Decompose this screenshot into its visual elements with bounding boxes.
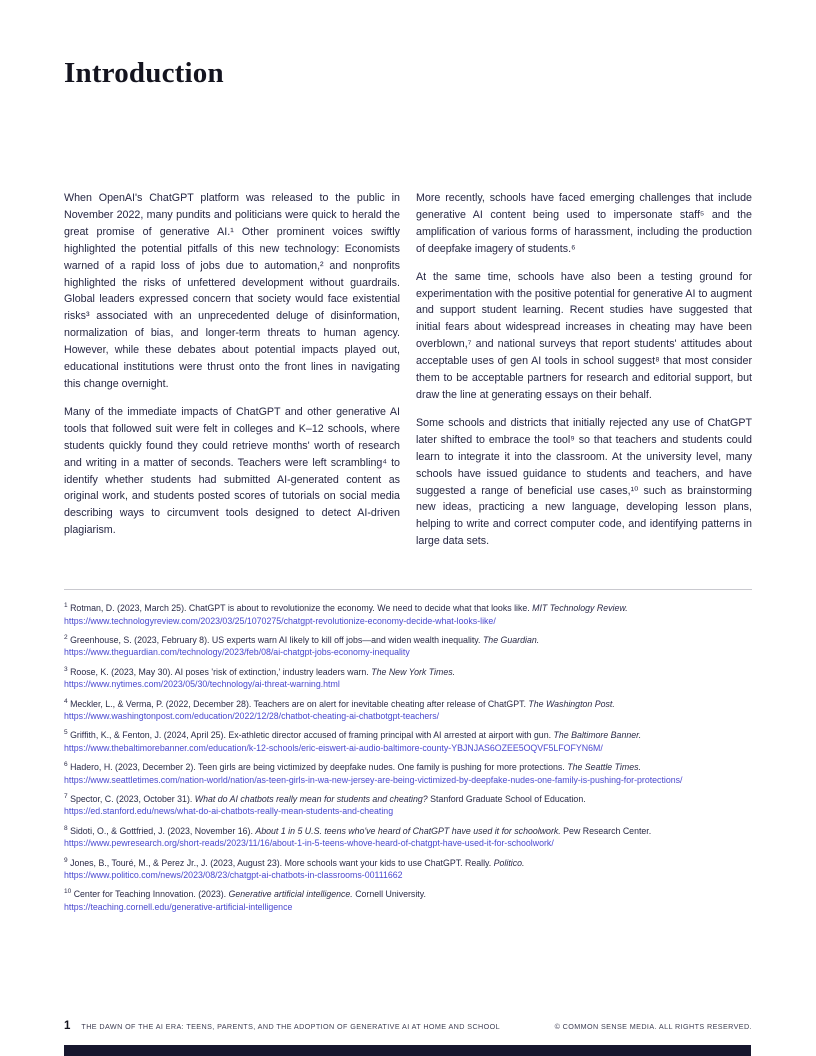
footnote-text: Stanford Graduate School of Education. xyxy=(427,794,586,804)
footnote-text: Greenhouse, S. (2023, February 8). US experts warn AI likely to kill off jobs—and widen wealth inequality. xyxy=(70,634,483,645)
footnote-link[interactable]: https://www.seattletimes.com/nation-world/nation/as-teen-girls-in-wa-new-jersey-are-being-victimized-by-deepfake-nudes-one-family-is-pushing-for-protections/ xyxy=(64,774,683,785)
footnote xyxy=(64,698,752,723)
footnote-divider xyxy=(64,589,752,590)
footnote-source: The Seattle Times. xyxy=(567,762,641,773)
footnote-marker: 9 xyxy=(64,856,68,864)
footnote-text: Griffith, K., & Fenton, J. (2024, April 25). Ex-athletic director accused of framing principal with AI arrested at airport with gun. xyxy=(70,730,554,741)
footnote-source: The Washington Post. xyxy=(528,698,615,709)
footnote-link[interactable]: https://www.nytimes.com/2023/05/30/technology/ai-threat-warning.html xyxy=(64,679,340,690)
footnote-marker: 2 xyxy=(64,634,68,642)
footnote-text: Roose, K. (2023, May 30). AI poses 'risk of extinction,' industry leaders warn. xyxy=(70,666,372,677)
right-column xyxy=(416,190,752,561)
footnote xyxy=(64,857,752,882)
footnote-marker: 8 xyxy=(64,824,68,832)
body-columns xyxy=(64,190,752,561)
footnote-source: Politico. xyxy=(493,857,525,868)
footnote-text: Sidoti, O., & Gottfried, J. (2023, November 16). xyxy=(70,825,256,836)
footnote-link[interactable]: https://www.thebaltimorebanner.com/education/k-12-schools/eric-eiswert-ai-audio-baltimore-county-YBJNJAS6OZEE5OQVF5LFOFYN6M/ xyxy=(64,742,603,753)
body-paragraph: At the same time, schools have also been a testing ground for experimentation with the positive potential for generative AI to augment and support student learning. Recent studies have suggested that initial fears about widespread increases in cheating may have been overblown,⁷ and national surveys that report students' attitudes about acceptable uses of gen AI tools in school suggest⁸ that most consider them to be acceptable partners for research and editorial support, but draw the line at generating essays on their behalf. xyxy=(416,270,752,401)
copyright-notice: © COMMON SENSE MEDIA. ALL RIGHTS RESERVED. xyxy=(554,1022,752,1031)
footnote-marker: 4 xyxy=(64,697,68,705)
footnote xyxy=(64,761,752,786)
footnote-source: What do AI chatbots really mean for students and cheating? xyxy=(194,794,428,804)
footnote-link[interactable]: https://www.theguardian.com/technology/2023/feb/08/ai-chatgpt-jobs-economy-inequality xyxy=(64,647,410,658)
footnote xyxy=(64,793,752,818)
footnote xyxy=(64,888,752,913)
body-paragraph: More recently, schools have faced emerging challenges that include generative AI content being used to impersonate staff⁵ and the amplification of various forms of harassment, including the production of deepfake imagery of students.⁶ xyxy=(416,192,752,255)
footnote-source: The Guardian. xyxy=(482,634,540,645)
footnote xyxy=(64,666,752,691)
footnote-marker: 6 xyxy=(64,761,68,769)
footnote xyxy=(64,634,752,659)
footnote-marker: 1 xyxy=(64,602,68,610)
body-paragraph: Many of the immediate impacts of ChatGPT and other generative AI tools that followed suit were felt in colleges and K–12 schools, where students quickly found they could retrieve months' worth of research and writing in a matter of seconds. Teachers were left scrambling⁴ to identify whether students had submitted AI-generated content as original work, and students posted scores of tutorials on social media describing ways to circumvent tools designed to detect AI-driven plagiarism. xyxy=(64,405,400,537)
footnotes-section xyxy=(64,602,752,913)
footnote-link[interactable]: https://ed.stanford.edu/news/what-do-ai-chatbots-really-mean-students-and-cheating xyxy=(64,806,394,817)
page-title: Introduction xyxy=(64,57,224,89)
footnote xyxy=(64,602,752,627)
footnote-link[interactable]: https://www.washingtonpost.com/education/2022/12/28/chatbot-cheating-ai-chatbotgpt-teachers/ xyxy=(64,710,440,721)
footnote xyxy=(64,825,752,850)
footnote-marker: 5 xyxy=(64,729,68,737)
footnote-text: Hadero, H. (2023, December 2). Teen girls are being victimized by deepfake nudes. One family is pushing for more protections. xyxy=(70,762,568,773)
page-number: 1 xyxy=(64,1020,71,1032)
footnote xyxy=(64,729,752,754)
footnote-source: About 1 in 5 U.S. teens who've heard of ChatGPT have used it for schoolwork. xyxy=(255,825,561,836)
footnote-text: Pew Research Center. xyxy=(560,825,652,836)
footnote-text: Rotman, D. (2023, March 25). ChatGPT is about to revolutionize the economy. We need to decide what that looks like. xyxy=(70,603,533,614)
footnote-text: Meckler, L., & Verma, P. (2022, December 28). Teachers are on alert for inevitable cheating after release of ChatGPT. xyxy=(70,698,529,709)
left-column xyxy=(64,190,400,561)
footnote-text: Cornell University. xyxy=(352,889,426,900)
body-paragraph: When OpenAI's ChatGPT platform was released to the public in November 2022, many pundits and politicians were quick to herald the great promise of generative AI.¹ Other prominent voices swiftly highlighted the potential pitfalls of this new technology: Economists warned of a rapid loss of jobs due to automation,² and nonprofits highlighted the risks of unfettered development without guardrails. Global leaders expressed concern that society would face existential risks³ associated with an unprecedented deluge of disinformation, normalization of bias, and longer-term threats to human agency. However, while these debates about potential impacts played out, educational institutions were thrust onto the front lines in navigating this change overnight. xyxy=(64,192,400,390)
page-footer xyxy=(64,1020,752,1032)
footnote-text: Spector, C. (2023, October 31). xyxy=(70,794,195,804)
bottom-accent-bar xyxy=(64,1045,751,1056)
footer-left xyxy=(64,1020,500,1032)
footnote-marker: 3 xyxy=(64,665,68,673)
footnote-source: The New York Times. xyxy=(371,666,456,677)
footnote-link[interactable]: https://www.pewresearch.org/short-reads/2023/11/16/about-1-in-5-teens-whove-heard-of-chatgpt-have-used-it-for-schoolwork/ xyxy=(64,838,554,849)
footnote-source: The Baltimore Banner. xyxy=(553,730,642,741)
footnote-text: Jones, B., Touré, M., & Perez Jr., J. (2023, August 23). More schools want your kids to use ChatGPT. Really. xyxy=(70,857,494,868)
footnote-link[interactable]: https://teaching.cornell.edu/generative-artificial-intelligence xyxy=(64,901,293,912)
footnote-source: Generative artificial intelligence. xyxy=(228,889,353,900)
footnote-marker: 7 xyxy=(64,793,68,801)
footnote-marker: 10 xyxy=(64,888,72,896)
footnote-link[interactable]: https://www.politico.com/news/2023/08/23/chatgpt-ai-chatbots-in-classrooms-00111662 xyxy=(64,870,403,881)
report-title: THE DAWN OF THE AI ERA: TEENS, PARENTS, AND THE ADOPTION OF GENERATIVE AI AT HOME AND SCHOOL xyxy=(81,1022,501,1031)
body-paragraph: Some schools and districts that initially rejected any use of ChatGPT later shifted to embrace the tool⁹ so that teachers and students could learn to integrate it into the classroom. At the university level, many schools have issued guidance to students and teachers, and have suggested a range of beneficial use cases,¹⁰ such as brainstorming new ideas, practicing a new language, developing lesson plans, helping to write and correct computer code, and identifying patterns in large data sets. xyxy=(416,416,752,548)
footnote-link[interactable]: https://www.technologyreview.com/2023/03/25/1070275/chatgpt-revolutionize-economy-decide-what-looks-like/ xyxy=(64,615,496,626)
footnote-source: MIT Technology Review. xyxy=(532,603,628,614)
footnote-text: Center for Teaching Innovation. (2023). xyxy=(73,889,229,900)
